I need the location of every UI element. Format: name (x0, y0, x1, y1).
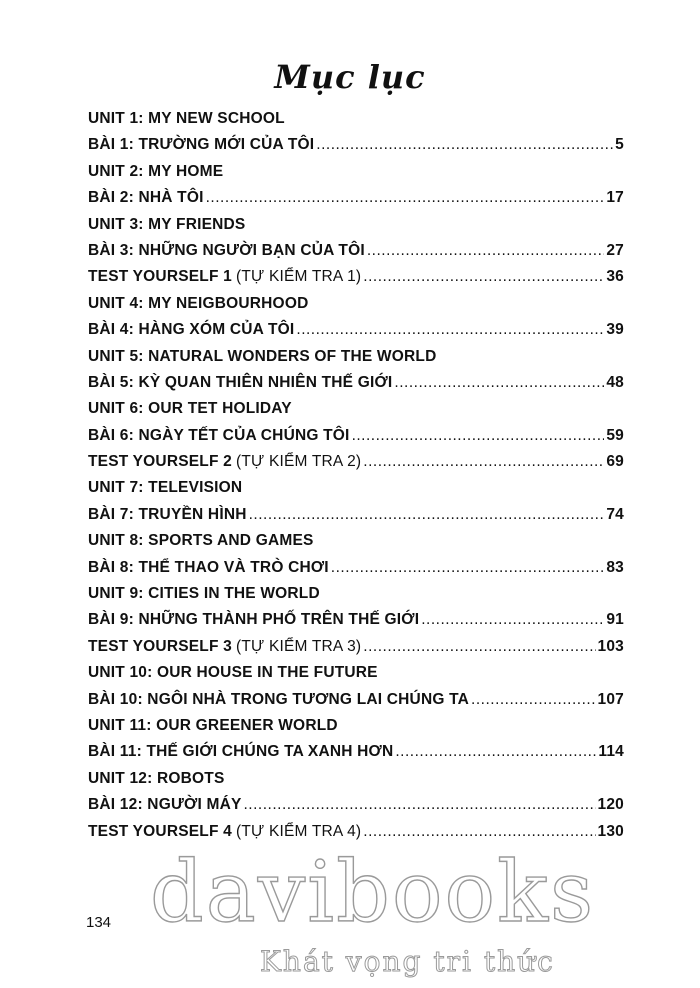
toc-entry-label: UNIT 6: OUR TET HOLIDAY (88, 400, 292, 418)
toc-page-number: 27 (606, 241, 624, 259)
toc-entry (88, 634, 624, 660)
toc-page-number: 74 (606, 505, 624, 523)
toc-entry-label: TEST YOURSELF 2 (88, 453, 232, 471)
toc-entry-label: TEST YOURSELF 4 (88, 822, 232, 840)
dot-leader (367, 238, 604, 264)
toc-entry (88, 607, 624, 633)
dot-leader (206, 185, 605, 211)
toc-entry (88, 370, 624, 396)
toc-entry-subtitle: (TỰ KIỂM TRA 1) (235, 268, 362, 286)
toc-entry-label: BÀI 9: NHỮNG THÀNH PHỐ TRÊN THẾ GIỚI (88, 611, 420, 629)
toc-unit-heading (88, 581, 624, 607)
toc-page-number: 17 (606, 189, 624, 207)
toc-entry (88, 317, 624, 343)
dot-leader (296, 317, 604, 343)
toc-entry (88, 185, 624, 211)
toc-unit-heading (88, 344, 624, 370)
toc-page-number: 114 (598, 743, 624, 761)
toc-entry (88, 238, 624, 264)
toc-entry-label: UNIT 2: MY HOME (88, 162, 224, 180)
toc-entry-label: TEST YOURSELF 3 (88, 637, 232, 655)
toc-entry-label: BÀI 11: THẾ GIỚI CHÚNG TA XANH HƠN (88, 743, 394, 761)
toc-entry-label: BÀI 4: HÀNG XÓM CỦA TÔI (88, 321, 295, 339)
toc-entry-label: BÀI 6: NGÀY TẾT CỦA CHÚNG TÔI (88, 426, 350, 444)
toc-entry (88, 502, 624, 528)
toc-entry (88, 264, 624, 290)
dot-leader (352, 423, 605, 449)
toc-unit-heading (88, 660, 624, 686)
toc-unit-heading (88, 396, 624, 422)
toc-entry-label: UNIT 12: ROBOTS (88, 769, 225, 787)
toc-entry-label: BÀI 1: TRƯỜNG MỚI CỦA TÔI (88, 136, 315, 154)
toc-entry-label: BÀI 3: NHỮNG NGƯỜI BẠN CỦA TÔI (88, 241, 365, 259)
toc-entry (88, 423, 624, 449)
toc-entry-label: BÀI 8: THỂ THAO VÀ TRÒ CHƠI (88, 558, 329, 576)
toc-entry-label: UNIT 3: MY FRIENDS (88, 215, 246, 233)
toc-entry-label: UNIT 10: OUR HOUSE IN THE FUTURE (88, 664, 378, 682)
toc-entry-label: UNIT 8: SPORTS AND GAMES (88, 532, 314, 550)
toc-entry-label: UNIT 1: MY NEW SCHOOL (88, 110, 285, 127)
page-number: 134 (86, 914, 112, 931)
dot-leader (363, 819, 595, 845)
toc-entry-label: BÀI 2: NHÀ TÔI (88, 189, 204, 207)
toc-entry-label: BÀI 12: NGƯỜI MÁY (88, 796, 242, 814)
dot-leader (316, 132, 613, 158)
page-title: Mục lục (274, 58, 426, 96)
table-of-contents (88, 106, 624, 845)
toc-page-number: 59 (606, 426, 624, 444)
toc-page-number: 5 (615, 136, 624, 154)
toc-entry-label: TEST YOURSELF 1 (88, 268, 232, 286)
toc-page-number: 69 (606, 453, 624, 471)
toc-entry-label: BÀI 7: TRUYỀN HÌNH (88, 505, 247, 523)
toc-entry-subtitle: (TỰ KIỂM TRA 3) (235, 637, 362, 655)
toc-unit-heading (88, 528, 624, 554)
toc-page-number: 107 (597, 690, 624, 708)
dot-leader (363, 634, 595, 660)
dot-leader (363, 449, 604, 475)
dot-leader (395, 739, 596, 765)
toc-unit-heading (88, 766, 624, 792)
toc-entry (88, 792, 624, 818)
dot-leader (394, 370, 604, 396)
toc-unit-heading (88, 212, 624, 238)
dot-leader (244, 792, 596, 818)
toc-unit-heading (88, 713, 624, 739)
watermark-brand: davibooks (150, 843, 596, 941)
dot-leader (249, 502, 605, 528)
toc-entry (88, 449, 624, 475)
toc-entry-subtitle: (TỰ KIỂM TRA 4) (235, 822, 362, 840)
toc-page-number: 36 (606, 268, 624, 286)
toc-entry-label: UNIT 5: NATURAL WONDERS OF THE WORLD (88, 347, 437, 365)
toc-entry-label: UNIT 4: MY NEIGBOURHOOD (88, 294, 309, 312)
dot-leader (471, 687, 596, 713)
toc-entry (88, 819, 624, 845)
toc-page-number: 103 (597, 637, 624, 655)
toc-entry-label: UNIT 11: OUR GREENER WORLD (88, 716, 338, 734)
toc-page-number: 83 (606, 558, 624, 576)
toc-entry (88, 132, 624, 158)
dot-leader (331, 555, 605, 581)
toc-entry-label: BÀI 5: KỲ QUAN THIÊN NHIÊN THẾ GIỚI (88, 373, 393, 391)
toc-unit-heading (88, 291, 624, 317)
toc-entry (88, 555, 624, 581)
toc-entry (88, 687, 624, 713)
dot-leader (363, 264, 604, 290)
dot-leader (421, 607, 604, 633)
toc-entry-label: BÀI 10: NGÔI NHÀ TRONG TƯƠNG LAI CHÚNG TA (88, 690, 470, 708)
toc-entry-label: UNIT 7: TELEVISION (88, 479, 243, 497)
toc-unit-heading (88, 475, 624, 501)
watermark-slogan: Khát vọng tri thức (260, 945, 555, 978)
toc-page-number: 39 (606, 321, 624, 339)
toc-unit-heading (88, 159, 624, 185)
toc-entry (88, 739, 624, 765)
toc-page-number: 120 (597, 796, 624, 814)
toc-page-number: 48 (606, 373, 624, 391)
toc-entry-subtitle: (TỰ KIỂM TRA 2) (235, 453, 362, 471)
toc-unit-heading (88, 106, 624, 132)
toc-page-number: 130 (597, 822, 624, 840)
toc-page-number: 91 (606, 611, 624, 629)
toc-entry-label: UNIT 9: CITIES IN THE WORLD (88, 585, 320, 603)
